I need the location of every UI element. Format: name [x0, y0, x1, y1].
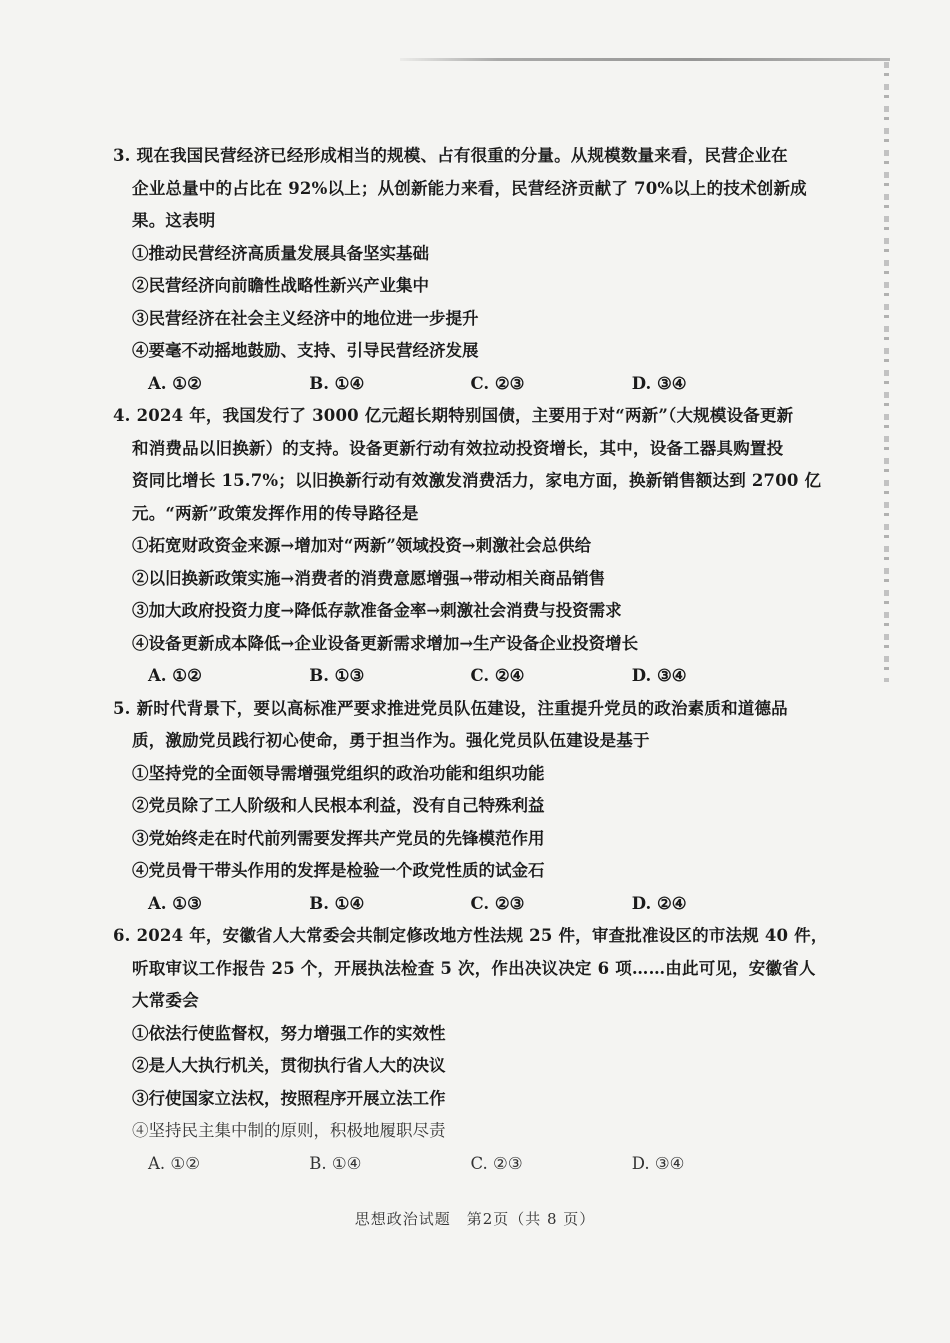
question-text: 元。“两新”政策发挥作用的传导路径是 — [132, 503, 419, 523]
choice-d: D. ③④ — [631, 1153, 685, 1173]
answer-choices — [113, 368, 793, 401]
question-5 — [113, 693, 793, 921]
question-text: 3. 现在我国民营经济已经形成相当的规模、占有很重的分量。从规模数量来看，民营企业在 — [113, 146, 788, 165]
statement-2: ②民营经济向前瞻性战略性新兴产业集中 — [132, 276, 429, 295]
question-3 — [113, 140, 807, 400]
statement-3: ③行使国家立法权，按照程序开展立法工作 — [132, 1088, 446, 1108]
choice-a: A. ①② — [148, 1153, 200, 1173]
question-text: 质，激励党员践行初心使命，勇于担当作为。强化党员队伍建设是基于 — [132, 731, 650, 750]
question-text: 4. 2024 年，我国发行了 3000 亿元超长期特别国债，主要用于对“两新”（大规模设备更新 — [113, 406, 794, 425]
statement-1: ①拓宽财政资金来源→增加对“两新”领域投资→刺激社会总供给 — [132, 536, 592, 555]
choice-c: C. ②③ — [470, 373, 525, 393]
question-text: 6. 2024 年，安徽省人大常委会共制定修改地方性法规 25 件，审查批准设区的市法规 40 件， — [113, 926, 828, 945]
scan-artifact-top — [400, 58, 890, 61]
question-list — [113, 140, 828, 1180]
page-footer: 思想政治试题 第2页（共 8 页） — [354, 1210, 596, 1228]
question-text: 5. 新时代背景下，要以高标准严要求推进党员队伍建设，注重提升党员的政治素质和道德品 — [113, 698, 788, 718]
question-6 — [113, 920, 828, 1180]
choice-a: A. ①② — [148, 666, 202, 685]
question-text: 和消费品以旧换新）的支持。设备更新行动有效拉动投资增长，其中，设备工器具购置投 — [132, 438, 784, 458]
statement-3: ③民营经济在社会主义经济中的地位进一步提升 — [132, 308, 479, 328]
choice-d: D. ③④ — [631, 373, 687, 393]
choice-b: B. ①④ — [309, 893, 365, 913]
statement-1: ①推动民营经济高质量发展具备坚实基础 — [132, 243, 429, 263]
choice-a: A. ①③ — [148, 893, 202, 913]
choice-b: B. ①④ — [309, 373, 365, 393]
statement-1: ①坚持党的全面领导需增强党组织的政治功能和组织功能 — [132, 763, 545, 783]
answer-choices — [113, 660, 793, 693]
statement-4: ④要毫不动摇地鼓励、支持、引导民营经济发展 — [132, 341, 479, 360]
statement-4: ④坚持民主集中制的原则，积极地履职尽责 — [132, 1121, 446, 1140]
statement-4: ④党员骨干带头作用的发挥是检验一个政党性质的试金石 — [132, 861, 545, 880]
scan-artifact-right — [884, 62, 889, 682]
question-4 — [113, 400, 822, 693]
choice-b: B. ①④ — [309, 1153, 362, 1173]
statement-3: ③党始终走在时代前列需要发挥共产党员的先锋模范作用 — [132, 828, 545, 848]
choice-c: C. ②④ — [470, 666, 525, 685]
choice-b: B. ①③ — [309, 666, 365, 685]
statement-2: ②党员除了工人阶级和人民根本利益，没有自己特殊利益 — [132, 796, 545, 815]
question-text: 果。这表明 — [132, 211, 216, 230]
statement-1: ①依法行使监督权，努力增强工作的实效性 — [132, 1023, 446, 1043]
choice-d: D. ③④ — [631, 666, 687, 685]
choice-d: D. ②④ — [631, 893, 687, 913]
statement-2: ②是人大执行机关，贯彻执行省人大的决议 — [132, 1056, 446, 1075]
question-text: 资同比增长 15.7%；以旧换新行动有效激发消费活力，家电方面，换新销售额达到 2700 亿 — [132, 471, 822, 490]
choice-c: C. ②③ — [470, 893, 525, 913]
choice-a: A. ①② — [148, 373, 202, 393]
question-text: 听取审议工作报告 25 个，开展执法检查 5 次，作出决议决定 6 项……由此可见，安徽省人 — [132, 958, 816, 978]
statement-2: ②以旧换新政策实施→消费者的消费意愿增强→带动相关商品销售 — [132, 568, 606, 588]
choice-c: C. ②③ — [470, 1153, 523, 1173]
answer-choices — [113, 888, 793, 921]
statement-4: ④设备更新成本降低→企业设备更新需求增加→生产设备企业投资增长 — [132, 633, 639, 653]
answer-choices — [113, 1148, 793, 1181]
question-text: 大常委会 — [132, 991, 199, 1010]
statement-3: ③加大政府投资力度→降低存款准备金率→刺激社会消费与投资需求 — [132, 601, 622, 620]
question-text: 企业总量中的占比在 92%以上；从创新能力来看，民营经济贡献了 70%以上的技术创新成 — [132, 178, 807, 198]
